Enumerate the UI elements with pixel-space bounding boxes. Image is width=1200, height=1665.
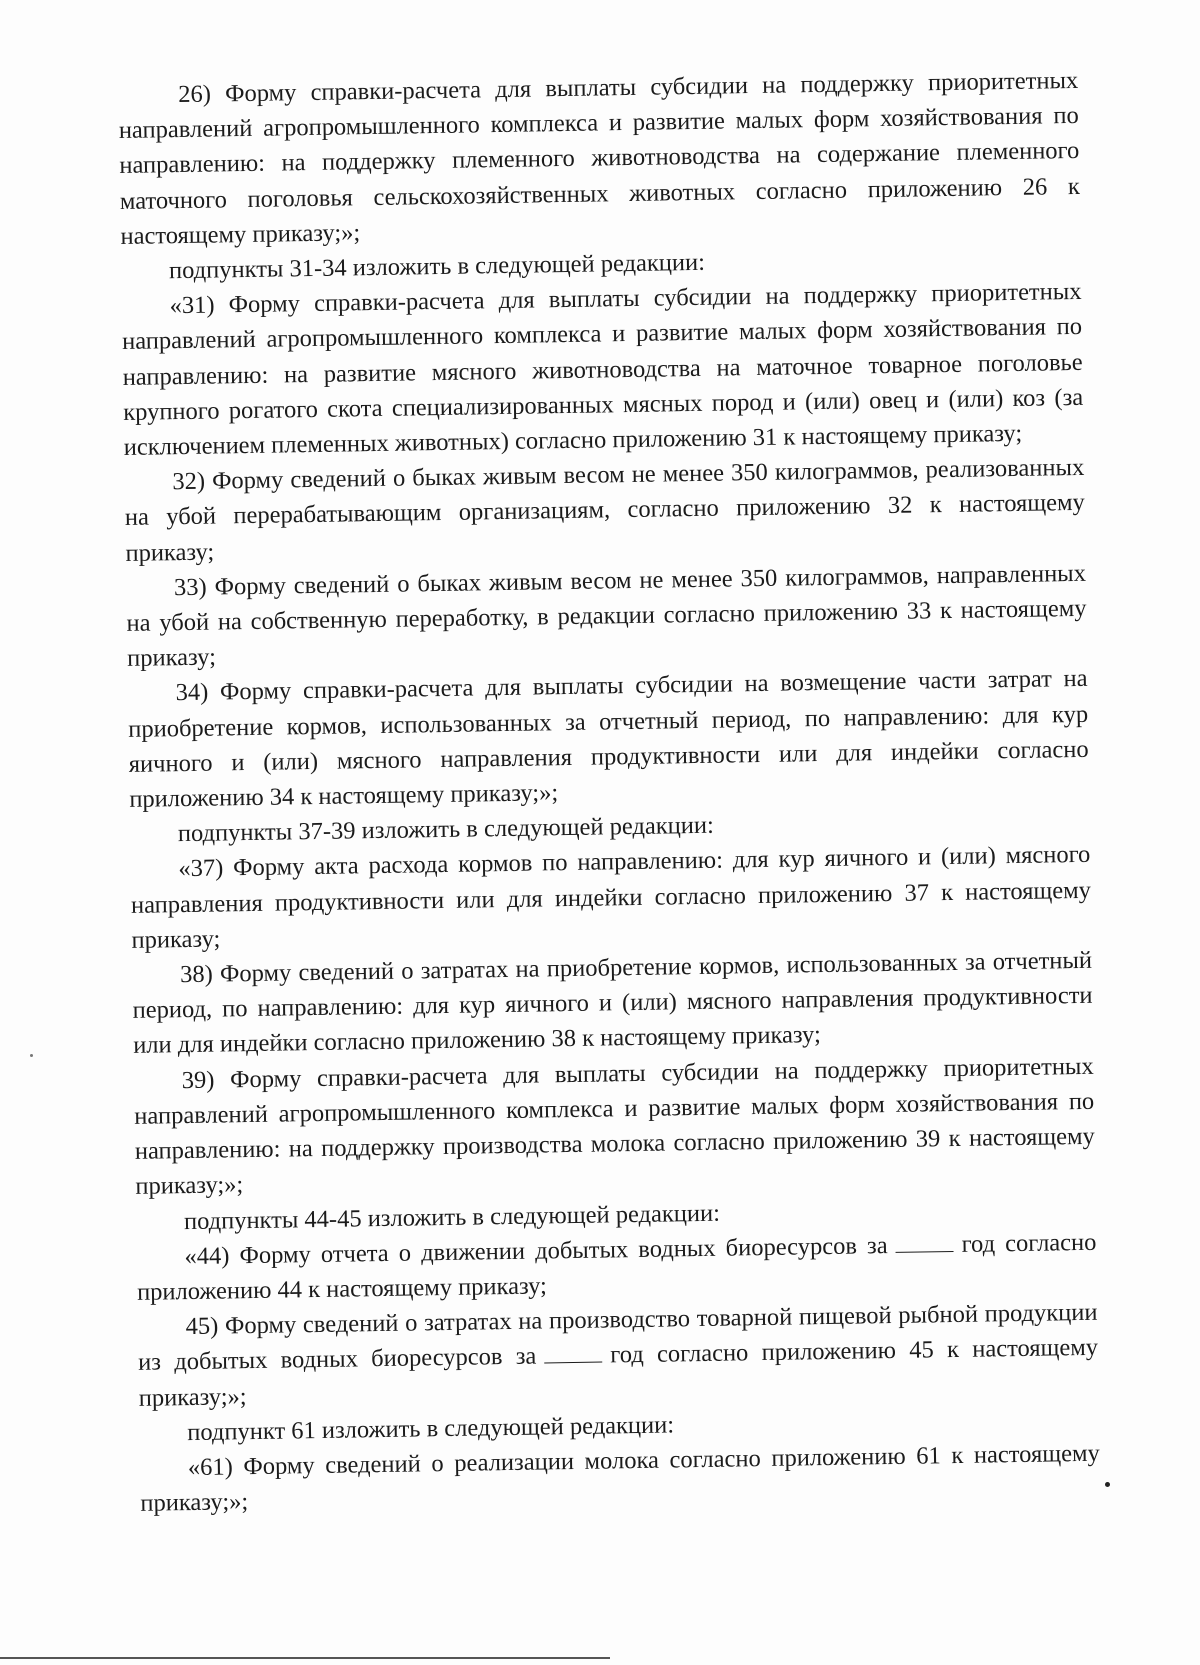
paragraph-45-text-after: год согласно приложению 45 к настоящему приказу;»; xyxy=(138,1334,1099,1412)
scan-speck xyxy=(1105,1482,1110,1487)
year-blank-line xyxy=(895,1231,953,1253)
paragraph-39: 39) Форму справки-расчета для выплаты субсидии на поддержку приоритетных направлений агропромышленного комплекса и развитие малых форм хозяйствования по направлению: на поддержку производства молока согласно приложению 39 к настоящему приказу;»; xyxy=(134,1052,1095,1201)
paragraph-44-text-before: «44) Форму отчета о движении добытых водных биоресурсов за xyxy=(184,1231,888,1270)
paragraph-34: 34) Форму справки-расчета для выплаты субсидии на возмещение части затрат на приобретение кормов, использованных за отчетный период, по направлению: для кур яичного и (или) мясного направления продуктивности или для индейки согласно приложению 34 к настоящему приказу;»; xyxy=(128,665,1089,813)
paragraph-61: «61) Форму сведений о реализации молока согласно приложению 61 к настоящему приказу;»; xyxy=(140,1439,1100,1517)
paragraph-subitems-37-39-intro: подпункты 37-39 изложить в следующей редакции: xyxy=(177,812,715,848)
scan-edge-line xyxy=(0,1657,610,1659)
paragraph-38: 38) Форму сведений о затратах на приобретение кормов, использованных за отчетный период, по направлению: для кур яичного и (или) мясного направления продуктивности или для индейки согласно приложению 38 к настоящему приказу; xyxy=(132,946,1093,1060)
paragraph-33: 33) Форму сведений о быках живым весом не менее 350 килограммов, направленных на убой на собственную переработку, в редакции согласно приложению 33 к настоящему приказу; xyxy=(126,559,1087,673)
year-blank-line xyxy=(544,1342,602,1364)
paragraph-32: 32) Форму сведений о быках живым весом не менее 350 килограммов, реализованных на убой перерабатывающим организациям, согласно приложению 32 к настоящему приказу; xyxy=(124,454,1086,567)
paragraph-subitems-31-34-intro: подпункты 31-34 изложить в следующей редакции: xyxy=(168,248,706,285)
document-body xyxy=(118,63,1101,1521)
paragraph-45-text-before: 45) Форму сведений о затратах на производство товарной пищевой рыбной продукции из добытых водных биоресурсов за xyxy=(137,1298,1098,1377)
paragraph-subitems-44-45-intro: подпункты 44-45 изложить в следующей редакции: xyxy=(183,1199,721,1235)
paragraph-44-text-after: год согласно приложению 44 к настоящему приказу; xyxy=(136,1228,1097,1306)
paragraph-subitem-61-intro: подпункт 61 изложить в следующей редакции: xyxy=(187,1411,675,1446)
paragraph-37: «37) Форму акта расхода кормов по направлению: для кур яичного и (или) мясного направления продуктивности или для индейки согласно приложению 37 к настоящему приказу; xyxy=(130,841,1092,954)
paragraph-31: «31) Форму справки-расчета для выплаты субсидии на поддержку приоритетных направлений агропромышленного комплекса и развитие малых форм хозяйствования по направлению: на развитие мясного животноводства на маточное товарное поголовье крупного рогатого скота специализированных мясных пород и (или) овец и (или) коз (за исключением племенных животных) согласно приложению 31 к настоящему приказу; xyxy=(121,278,1084,461)
scan-speck xyxy=(30,1054,33,1057)
paragraph-45 xyxy=(137,1295,1099,1416)
paragraph-26: 26) Форму справки-расчета для выплаты субсидии на поддержку приоритетных направлений агропромышленного комплекса и развитие малых форм хозяйствования по направлению: на поддержку племенного животноводства на содержание племенного маточного поголовья сельскохозяйственных животных согласно приложению 26 к настоящему приказу;»; xyxy=(118,66,1081,250)
